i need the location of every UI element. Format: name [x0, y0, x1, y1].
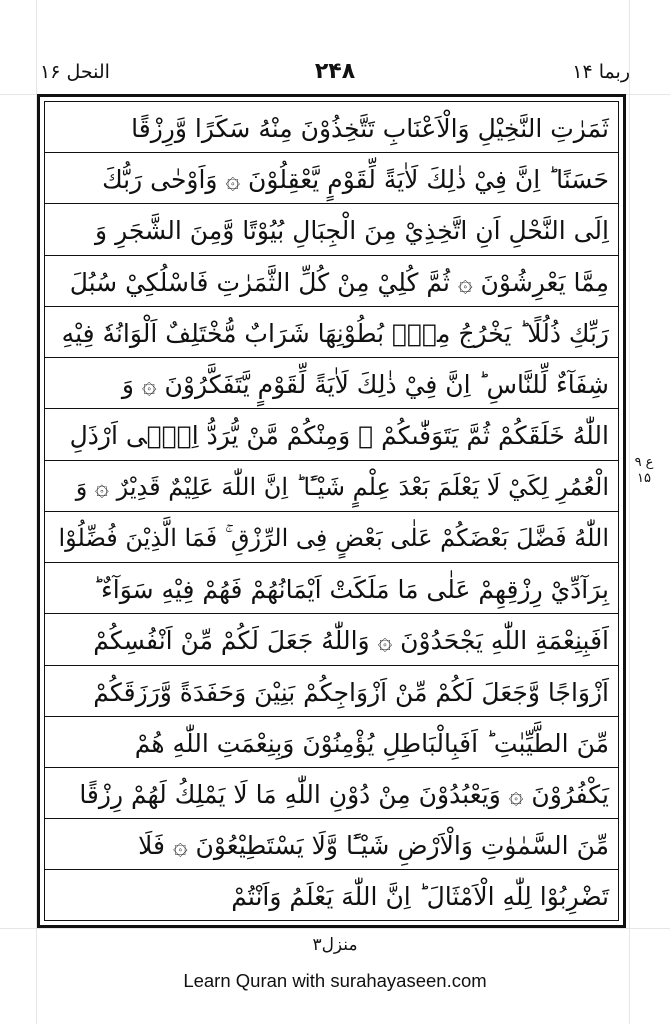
- text-line: [44, 716, 619, 770]
- line-9-text: اللّٰهُ فَضَّلَ بَعْضَكُمْ عَلٰى بَعْضٍ فِى الرِّزْقِ ۚ فَمَا الَّذِيْنَ فُضِّلُوْا: [58, 524, 609, 552]
- text-line: [44, 767, 619, 821]
- line-11-text: اَفَبِنِعْمَةِ اللّٰهِ يَجْحَدُوْنَ ۞ وَاللّٰهُ جَعَلَ لَكُمْ مِّنْ اَنْفُسِكُمْ: [93, 625, 609, 655]
- text-line: [44, 101, 619, 155]
- surah-name: النحل ۱۶: [40, 61, 110, 83]
- text-line: [44, 613, 619, 667]
- text-line: [44, 511, 619, 565]
- line-4-text: مِمَّا يَعْرِشُوْنَ ۞ ثُمَّ كُلِيْ مِنْ كُلِّ الثَّمَرٰتِ فَاسْلُكِيْ سُبُلَ: [69, 267, 609, 297]
- line-15-text: مِّنَ السَّمٰوٰتِ وَالْاَرْضِ شَيْـًٔا وَّلَا يَسْتَطِيْعُوْنَ ۞ فَلَا: [138, 830, 609, 860]
- manzil-label: منزل۳: [312, 935, 358, 955]
- line-1-text: ثَمَرٰتِ النَّخِيْلِ وَالْاَعْنَابِ تَتَّخِذُوْنَ مِنْهُ سَكَرًا وَّرِزْقًا: [131, 113, 609, 143]
- text-line: [44, 665, 619, 719]
- margin-guide-bottom: [0, 928, 670, 929]
- text-line: [44, 562, 619, 616]
- text-line: [44, 869, 619, 923]
- ruku-marker: ع ۹ ۱۵: [634, 455, 654, 486]
- line-6-text: شِفَآءٌ لِّلنَّاسِ ؕ اِنَّ فِيْ ذٰلِكَ لَاٰيَةً لِّقَوْمٍ يَّتَفَكَّرُوْنَ ۞ وَ: [121, 369, 609, 399]
- line-10-text: بِرَآدِّيْ رِزْقِهِمْ عَلٰى مَا مَلَكَتْ اَيْمَانُهُمْ فَهُمْ فِيْهِ سَوَآءٌ ؕ: [93, 574, 609, 604]
- line-5-text: رَبِّكِ ذُلُلًا ؕ يَخْرُجُ مِنْۢ بُطُوْنِهَا شَرَابٌ مُّخْتَلِفٌ اَلْوَانُهٗ فِيْهِ: [61, 318, 609, 348]
- line-12-text: اَزْوَاجًا وَّجَعَلَ لَكُمْ مِّنْ اَزْوَاجِكُمْ بَنِيْنَ وَحَفَدَةً وَّرَزَقَكُمْ: [93, 677, 609, 707]
- line-16-text: تَضْرِبُوْا لِلّٰهِ الْاَمْثَالَ ؕ اِنَّ اللّٰهَ يَعْلَمُ وَاَنْتُمْ: [231, 881, 609, 911]
- quran-text-block: [44, 101, 619, 921]
- text-line: [44, 203, 619, 257]
- para-name: ربما ۱۴: [572, 61, 630, 83]
- text-line: [44, 152, 619, 206]
- text-line: [44, 460, 619, 514]
- line-13-text: مِّنَ الطَّيِّبٰتِ ؕ اَفَبِالْبَاطِلِ يُؤْمِنُوْنَ وَبِنِعْمَتِ اللّٰهِ هُمْ: [134, 728, 609, 758]
- line-3-text: اِلَى النَّحْلِ اَنِ اتَّخِذِيْ مِنَ الْجِبَالِ بُيُوْتًا وَّمِنَ الشَّجَرِ وَ: [95, 215, 609, 245]
- text-line: [44, 255, 619, 309]
- text-line: [44, 408, 619, 462]
- margin-guide-right: [629, 0, 630, 1024]
- line-8-text: الْعُمُرِ لِكَيْ لَا يَعْلَمَ بَعْدَ عِلْمٍ شَيْـًٔا ؕ اِنَّ اللّٰهَ عَلِيْمٌ قَدِيْرٌ ۞ وَ: [75, 473, 609, 501]
- footer-credit: Learn Quran with surahayaseen.com: [183, 970, 487, 991]
- text-line: [44, 306, 619, 360]
- page-number: ۲۴۸: [314, 59, 356, 84]
- line-14-text: يَكْفُرُوْنَ ۞ وَيَعْبُدُوْنَ مِنْ دُوْنِ اللّٰهِ مَا لَا يَمْلِكُ لَهُمْ رِزْقًا: [79, 779, 609, 809]
- line-2-text: حَسَنًا ؕ اِنَّ فِيْ ذٰلِكَ لَاٰيَةً لِّقَوْمٍ يَّعْقِلُوْنَ ۞ وَاَوْحٰى رَبُّكَ: [102, 164, 609, 194]
- text-line: [44, 818, 619, 872]
- text-line: [44, 357, 619, 411]
- line-7-text: اللّٰهُ خَلَقَكُمْ ثُمَّ يَتَوَفّٰىكُمْ ۙ وَمِنْكُمْ مَّنْ يُّرَدُّ اِلٰۤى اَرْذَلِ: [69, 420, 609, 450]
